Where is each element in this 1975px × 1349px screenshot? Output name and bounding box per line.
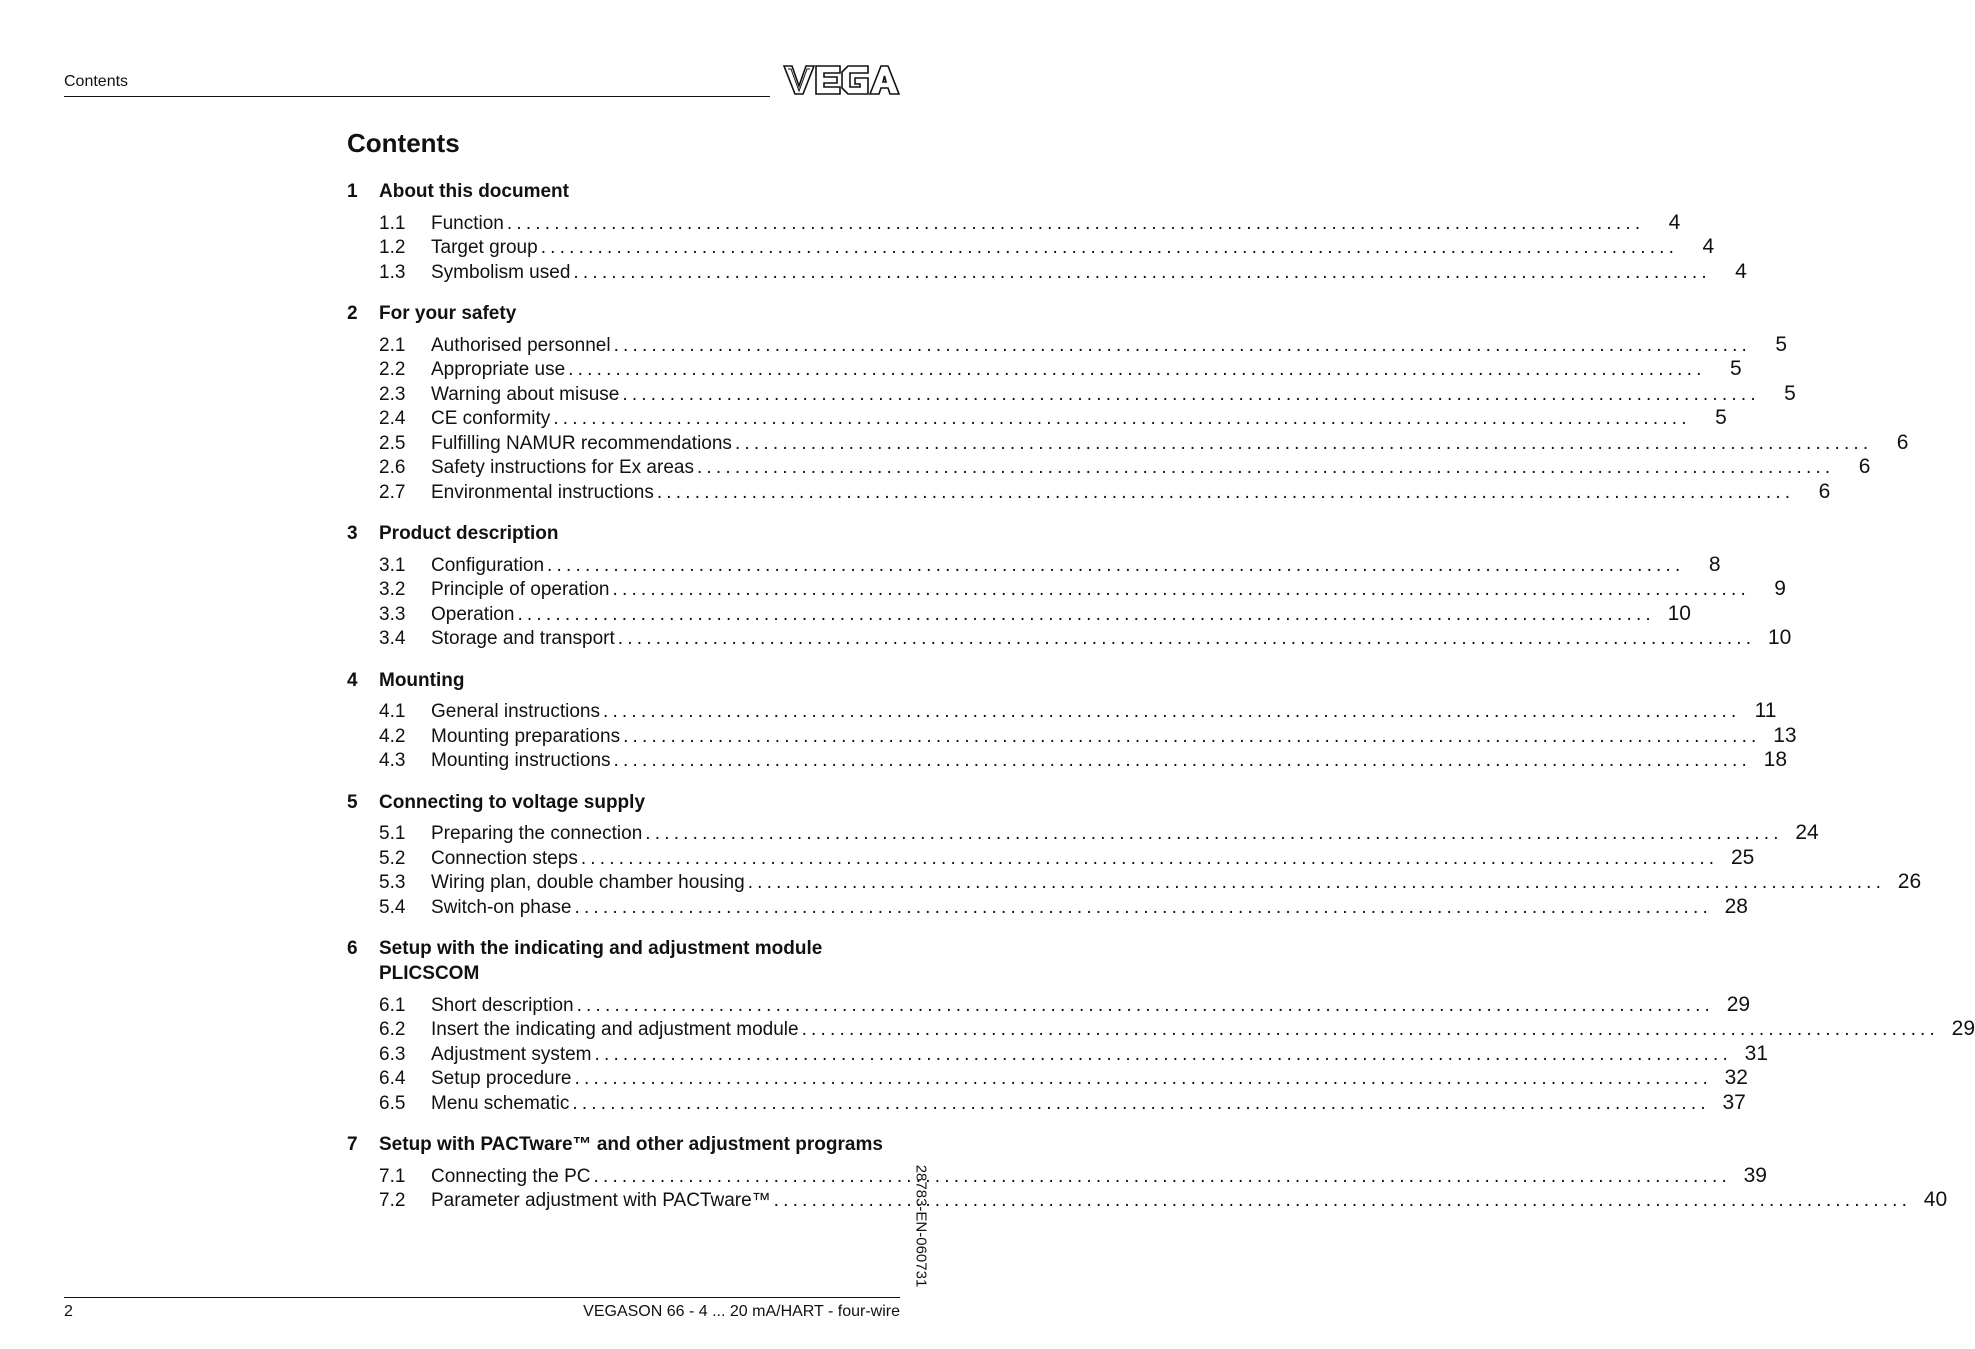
- toc-entry[interactable]: [347, 235, 1715, 260]
- toc-entry-title: Adjustment system: [431, 1043, 592, 1065]
- toc-dot-leader: ........................................................................................................................: [734, 432, 1873, 454]
- toc-entry-page: 6: [1818, 479, 1831, 503]
- toc-entry-page: 10: [1667, 601, 1691, 625]
- toc-entry-number: 2.6: [379, 457, 406, 479]
- toc-section-title: Product description: [379, 523, 559, 545]
- toc-entry-number: 7.2: [379, 1190, 406, 1212]
- toc-entry-title: Menu schematic: [431, 1092, 570, 1114]
- toc-entry-page: 28: [1724, 894, 1748, 918]
- toc-entry-number: 5.3: [379, 872, 406, 894]
- toc-dot-leader: ........................................................................................................................: [747, 872, 1886, 894]
- toc-dot-leader: ........................................................................................................................: [656, 481, 1795, 503]
- toc-section-title: Connecting to voltage supply: [379, 791, 646, 813]
- footer-product: VEGASON 66 - 4 ... 20 mA/HART - four-wire: [583, 1303, 900, 1320]
- toc-entry-title: Preparing the connection: [431, 823, 643, 845]
- toc-entry-page: 5: [1715, 406, 1727, 430]
- toc-entry-number: 7.1: [379, 1165, 406, 1187]
- toc-entry-title: Target group: [431, 237, 538, 259]
- toc-dot-leader: ........................................................................................................................: [576, 994, 1715, 1016]
- header-label: Contents: [64, 73, 129, 90]
- toc-section-number: 7: [347, 1134, 358, 1156]
- toc-dot-leader: ........................................................................................................................: [517, 603, 1655, 625]
- toc-section-title: About this document: [379, 181, 569, 202]
- toc-dot-leader: ........................................................................................................................: [602, 701, 1741, 723]
- toc-entry-number: 3.1: [379, 554, 406, 576]
- toc-entry-page: 11: [1754, 699, 1777, 723]
- toc-entry[interactable]: [347, 1188, 1948, 1213]
- toc-entry-list: [347, 210, 1747, 285]
- toc-entry[interactable]: [347, 430, 1909, 456]
- toc-entry-page: 18: [1763, 748, 1788, 772]
- toc-dot-leader: ........................................................................................................................: [801, 1019, 1940, 1041]
- toc-dot-leader: ........................................................................................................................: [573, 261, 1711, 283]
- toc-entry-title: Function: [431, 212, 504, 234]
- toc-entry-title: Appropriate use: [431, 359, 566, 381]
- toc-section: [347, 302, 1909, 504]
- toc-entry-page: 32: [1724, 1066, 1748, 1090]
- toc-entry[interactable]: [347, 821, 1819, 846]
- toc-entry-page: 10: [1767, 626, 1792, 650]
- toc-entry-number: 3.3: [379, 603, 406, 625]
- toc-entry-list: [347, 552, 1792, 651]
- toc-entry-number: 6.4: [379, 1068, 406, 1090]
- toc-entry[interactable]: [347, 894, 1748, 920]
- toc-dot-leader: ........................................................................................................................: [623, 725, 1761, 747]
- toc-section: [347, 522, 1792, 651]
- toc-entry-number: 6.3: [379, 1043, 406, 1065]
- toc-entry-title: Fulfilling NAMUR recommendations: [431, 432, 732, 454]
- toc-entry-list: [347, 821, 1922, 919]
- toc-section: [347, 180, 1747, 284]
- toc-entry-number: 2.4: [379, 408, 406, 430]
- toc-entry-title: Mounting instructions: [431, 750, 611, 772]
- toc-entry-number: 6.1: [379, 994, 406, 1016]
- toc-entry-page: 31: [1744, 1041, 1768, 1065]
- toc-entry[interactable]: [347, 626, 1792, 651]
- toc-entry-title: Connecting the PC: [431, 1165, 591, 1187]
- toc-entry-number: 3.4: [379, 628, 406, 650]
- toc-entry-title: Principle of operation: [431, 579, 610, 601]
- toc-entry-page: 6: [1858, 455, 1871, 479]
- toc-entry-page: 4: [1735, 259, 1747, 283]
- toc-entry[interactable]: [347, 992, 1751, 1018]
- toc-entry-title: Operation: [431, 603, 515, 625]
- toc-section-title: Mounting: [379, 669, 465, 691]
- toc-entry-page: 5: [1784, 381, 1796, 405]
- toc-dot-leader: ........................................................................................................................: [613, 334, 1752, 356]
- toc-section-title: For your safety: [379, 303, 517, 325]
- toc-dot-leader: ........................................................................................................................: [574, 1068, 1712, 1090]
- toc-dot-leader: ........................................................................................................................: [540, 237, 1679, 259]
- toc-entry[interactable]: [347, 479, 1831, 505]
- toc-dot-leader: ........................................................................................................................: [568, 359, 1706, 381]
- toc-entry-title: Switch-on phase: [431, 896, 572, 918]
- toc-entry-page: 6: [1896, 430, 1909, 454]
- toc-dot-leader: ........................................................................................................................: [622, 383, 1760, 405]
- toc-entry[interactable]: [347, 381, 1796, 407]
- toc-entry-number: 4.2: [379, 725, 406, 747]
- toc-dot-leader: ........................................................................................................................: [593, 1165, 1731, 1187]
- toc-section-heading[interactable]: [347, 1133, 900, 1158]
- toc-entry[interactable]: [347, 1041, 1768, 1067]
- toc-entry-title: Safety instructions for Ex areas: [431, 457, 694, 479]
- toc-entry-list: [347, 332, 1909, 505]
- toc-entry-page: 25: [1730, 845, 1755, 869]
- toc-entry[interactable]: [347, 723, 1797, 749]
- toc-entry-title: Symbolism used: [431, 261, 571, 283]
- toc-entry-title: Mounting preparations: [431, 725, 621, 747]
- toc-dot-leader: ........................................................................................................................: [553, 408, 1691, 430]
- toc-entry-page: 8: [1708, 552, 1721, 576]
- toc-entry-title: Parameter adjustment with PACTware™: [431, 1190, 771, 1212]
- toc-entry-number: 2.3: [379, 383, 406, 405]
- toc-entry-page: 24: [1795, 821, 1819, 845]
- toc-dot-leader: ........................................................................................................................: [613, 750, 1752, 772]
- toc-entry[interactable]: [347, 1066, 1748, 1091]
- toc-section-number: 6: [347, 938, 358, 960]
- toc-entry-page: 4: [1702, 235, 1715, 259]
- toc-entry-page: 13: [1773, 723, 1797, 747]
- toc-section: [347, 791, 1922, 920]
- toc-entry-number: 2.2: [379, 359, 406, 381]
- toc-entry-title: Configuration: [431, 554, 545, 576]
- toc-section-number: 5: [347, 791, 358, 813]
- header-rule: [64, 96, 770, 97]
- toc-entry-number: 1.3: [379, 261, 406, 283]
- toc-section-number: 3: [347, 523, 358, 545]
- toc-entry[interactable]: [347, 699, 1777, 724]
- toc-entry-number: 1.1: [379, 212, 406, 234]
- toc-entry-number: 4.1: [379, 701, 406, 723]
- toc-section-number: 2: [347, 303, 358, 325]
- toc-entry-title: Authorised personnel: [431, 334, 611, 356]
- toc-entry-page: 5: [1729, 357, 1742, 381]
- toc-section-title: Setup with the indicating and adjustment module PLICSCOM: [379, 938, 823, 985]
- toc-entry-number: 1.2: [379, 237, 406, 259]
- toc-entry-list: [347, 1163, 1948, 1213]
- toc-entry-title: Warning about misuse: [431, 383, 620, 405]
- toc-entry-number: 2.1: [379, 334, 406, 356]
- toc-entry-title: Setup procedure: [431, 1068, 572, 1090]
- toc-entry-title: Connection steps: [431, 847, 578, 869]
- side-doc-number: [912, 1153, 930, 1299]
- toc-dot-leader: ........................................................................................................................: [645, 823, 1783, 845]
- toc-entry-number: 5.4: [379, 896, 406, 918]
- toc-entry[interactable]: [347, 332, 1788, 358]
- toc-entry-title: Environmental instructions: [431, 481, 654, 503]
- toc-entry-number: 2.7: [379, 481, 406, 503]
- toc-entry-page: 5: [1775, 332, 1788, 356]
- toc-entry-number: 5.2: [379, 847, 406, 869]
- toc-entry[interactable]: [347, 1090, 1746, 1116]
- toc-entry-page: 26: [1897, 870, 1922, 894]
- toc-entry-page: 9: [1774, 577, 1786, 601]
- toc-entry[interactable]: [347, 601, 1691, 627]
- toc-dot-leader: ........................................................................................................................: [773, 1190, 1912, 1212]
- toc-entry-title: General instructions: [431, 701, 600, 723]
- toc-dot-leader: ........................................................................................................................: [574, 896, 1712, 918]
- toc-entry[interactable]: [347, 357, 1742, 382]
- toc-entry-number: 6.2: [379, 1019, 406, 1041]
- toc-dot-leader: ........................................................................................................................: [612, 579, 1750, 601]
- toc-entry-page: 29: [1951, 1017, 1975, 1041]
- toc-entry[interactable]: [347, 845, 1755, 871]
- toc-entry-number: 3.2: [379, 579, 406, 601]
- toc-entry-title: CE conformity: [431, 408, 551, 430]
- toc-section-heading[interactable]: [347, 180, 900, 205]
- toc-dot-leader: ........................................................................................................................: [506, 212, 1645, 234]
- toc-entry-list: [347, 992, 1975, 1116]
- toc-dot-leader: ........................................................................................................................: [617, 628, 1756, 650]
- toc-entry[interactable]: [347, 406, 1727, 431]
- toc-section-title: Setup with PACTware™ and other adjustment programs: [379, 1134, 883, 1156]
- toc-entry-number: 6.5: [379, 1092, 406, 1114]
- vega-logo: [782, 62, 900, 98]
- side-doc-number-text: 28783-EN-060731: [912, 1164, 930, 1288]
- toc-section-number: 4: [347, 669, 358, 691]
- toc-entry-page: 40: [1923, 1188, 1948, 1212]
- toc-entry-title: Insert the indicating and adjustment module: [431, 1019, 799, 1041]
- toc-entry-title: Short description: [431, 994, 574, 1016]
- toc-entry[interactable]: [347, 455, 1871, 480]
- toc-section: [347, 1133, 1948, 1213]
- toc-dot-leader: ........................................................................................................................: [580, 847, 1719, 869]
- toc-entry-number: 5.1: [379, 823, 406, 845]
- footer-page-number: 2: [64, 1303, 73, 1320]
- toc-entry[interactable]: [347, 748, 1788, 773]
- toc-entry-title: Storage and transport: [431, 628, 615, 650]
- toc-entry[interactable]: [347, 1163, 1767, 1189]
- footer-rule: [64, 1297, 900, 1298]
- toc-entry-page: 29: [1726, 992, 1751, 1016]
- toc-entry[interactable]: [347, 1017, 1975, 1042]
- toc-section-heading[interactable]: [347, 791, 900, 816]
- toc-section-heading[interactable]: [347, 302, 900, 327]
- toc-dot-leader: ........................................................................................................................: [572, 1092, 1710, 1114]
- toc-section-number: 1: [347, 181, 358, 202]
- toc-dot-leader: ........................................................................................................................: [696, 457, 1835, 479]
- toc-section: [347, 937, 1975, 1115]
- toc-entry-number: 4.3: [379, 750, 406, 772]
- toc-entry[interactable]: [347, 259, 1747, 285]
- toc-entry-page: 4: [1668, 210, 1681, 234]
- toc-section-heading[interactable]: [347, 937, 900, 986]
- toc-entry-title: Wiring plan, double chamber housing: [431, 872, 745, 894]
- toc-entry-page: 37: [1722, 1090, 1746, 1114]
- toc-section-heading[interactable]: [347, 522, 900, 547]
- toc-dot-leader: ........................................................................................................................: [547, 554, 1685, 576]
- toc-entry-number: 2.5: [379, 432, 406, 454]
- toc-section: [347, 669, 1797, 773]
- toc-entry[interactable]: [347, 210, 1681, 236]
- toc-entry[interactable]: [347, 870, 1922, 895]
- page-title: Contents: [347, 128, 460, 158]
- toc-entry[interactable]: [347, 552, 1721, 578]
- toc-entry[interactable]: [347, 577, 1786, 602]
- toc-dot-leader: ........................................................................................................................: [594, 1043, 1732, 1065]
- toc-entry-list: [347, 699, 1797, 773]
- toc-section-heading[interactable]: [347, 669, 900, 694]
- toc-entry-page: 39: [1743, 1163, 1767, 1187]
